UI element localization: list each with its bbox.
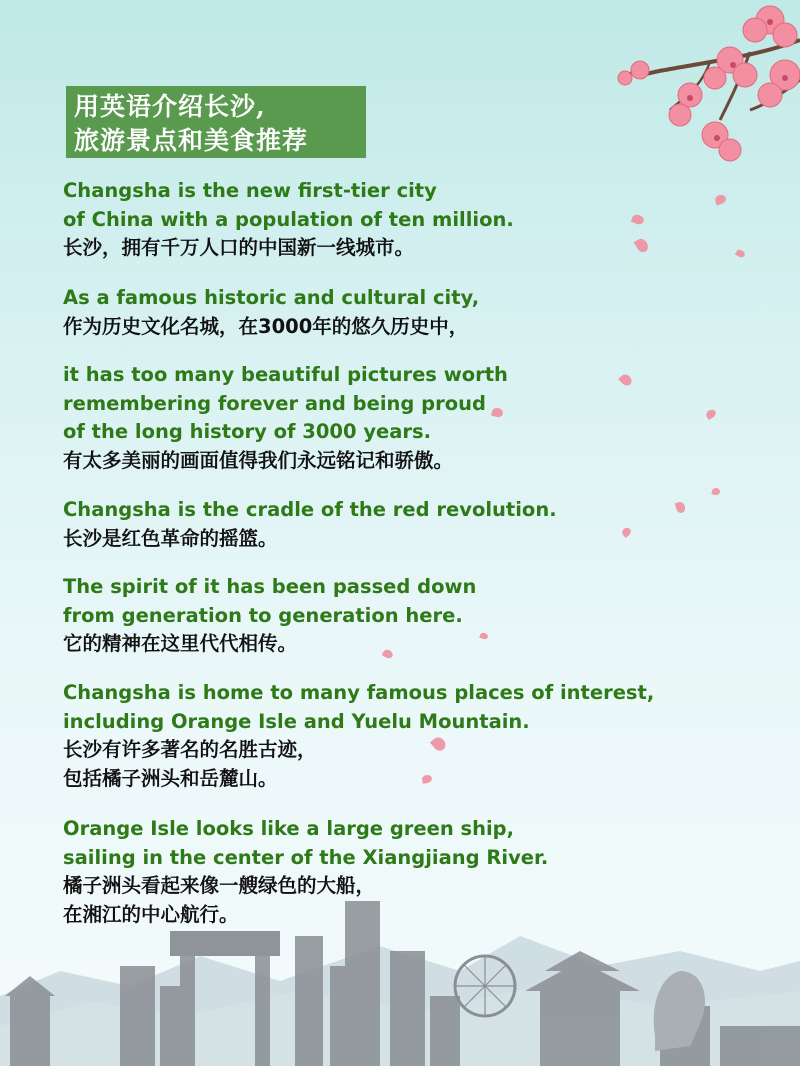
chinese-line: 作为历史文化名城，在3000年的悠久历史中， — [63, 314, 469, 338]
title-banner — [66, 86, 366, 158]
changsha-skyline-illustration — [0, 876, 800, 1066]
chinese-line: 长沙有许多著名的名胜古迹， — [63, 738, 317, 761]
english-line: it has too many beautiful pictures worth — [63, 363, 508, 386]
english-line: The spirit of it has been passed down — [63, 575, 477, 598]
petal-decoration — [675, 501, 687, 514]
title-line-2: 旅游景点和美食推荐 — [74, 126, 309, 155]
english-line: of China with a population of ten million. — [63, 207, 514, 231]
chinese-line: 有太多美丽的画面值得我们永远铭记和骄傲。 — [63, 448, 454, 472]
cherry-blossom-branch-illustration — [570, 0, 800, 180]
petal-decoration — [714, 193, 727, 205]
english-line: Changsha is the cradle of the red revolution. — [63, 498, 557, 521]
paragraph-population — [63, 177, 514, 263]
petal-decoration — [618, 372, 634, 388]
english-line: Orange Isle looks like a large green ship, — [63, 817, 515, 840]
english-line: sailing in the center of the Xiangjiang River. — [63, 845, 549, 869]
chinese-line: 长沙是红色革命的摇篮。 — [63, 526, 278, 550]
english-line: from generation to generation here. — [63, 603, 463, 627]
english-line: of the long history of 3000 years. — [63, 420, 432, 443]
chinese-line: 橘子洲头看起来像一艘绿色的大船， — [63, 874, 376, 897]
english-line: As a famous historic and cultural city, — [63, 286, 480, 309]
petal-decoration — [631, 213, 645, 226]
paragraph-red-revolution — [63, 496, 557, 553]
title-line-1: 用英语介绍长沙, — [74, 92, 266, 121]
petal-decoration — [705, 408, 718, 420]
paragraph-historic-city — [63, 284, 479, 341]
chinese-line: 包括橘子洲头和岳麓山。 — [63, 766, 278, 790]
chinese-line: 在湘江的中心航行。 — [63, 902, 239, 926]
petal-decoration — [735, 248, 746, 259]
petal-decoration — [479, 632, 489, 640]
chinese-line: 长沙，拥有千万人口的中国新一线城市。 — [63, 236, 415, 259]
paragraph-spirit — [63, 573, 476, 659]
petal-decoration — [620, 526, 632, 538]
paragraph-beautiful-pictures — [63, 361, 508, 475]
english-line: including Orange Isle and Yuelu Mountain. — [63, 709, 530, 733]
english-line: Changsha is the new first-tier city — [63, 179, 437, 202]
petal-decoration — [634, 237, 651, 255]
chinese-line: 它的精神在这里代代相传。 — [63, 632, 298, 655]
petal-decoration — [711, 487, 720, 495]
english-line: Changsha is home to many famous places of interest, — [63, 681, 655, 704]
paragraph-places-of-interest — [63, 679, 654, 793]
english-line: remembering forever and being proud — [63, 391, 486, 415]
